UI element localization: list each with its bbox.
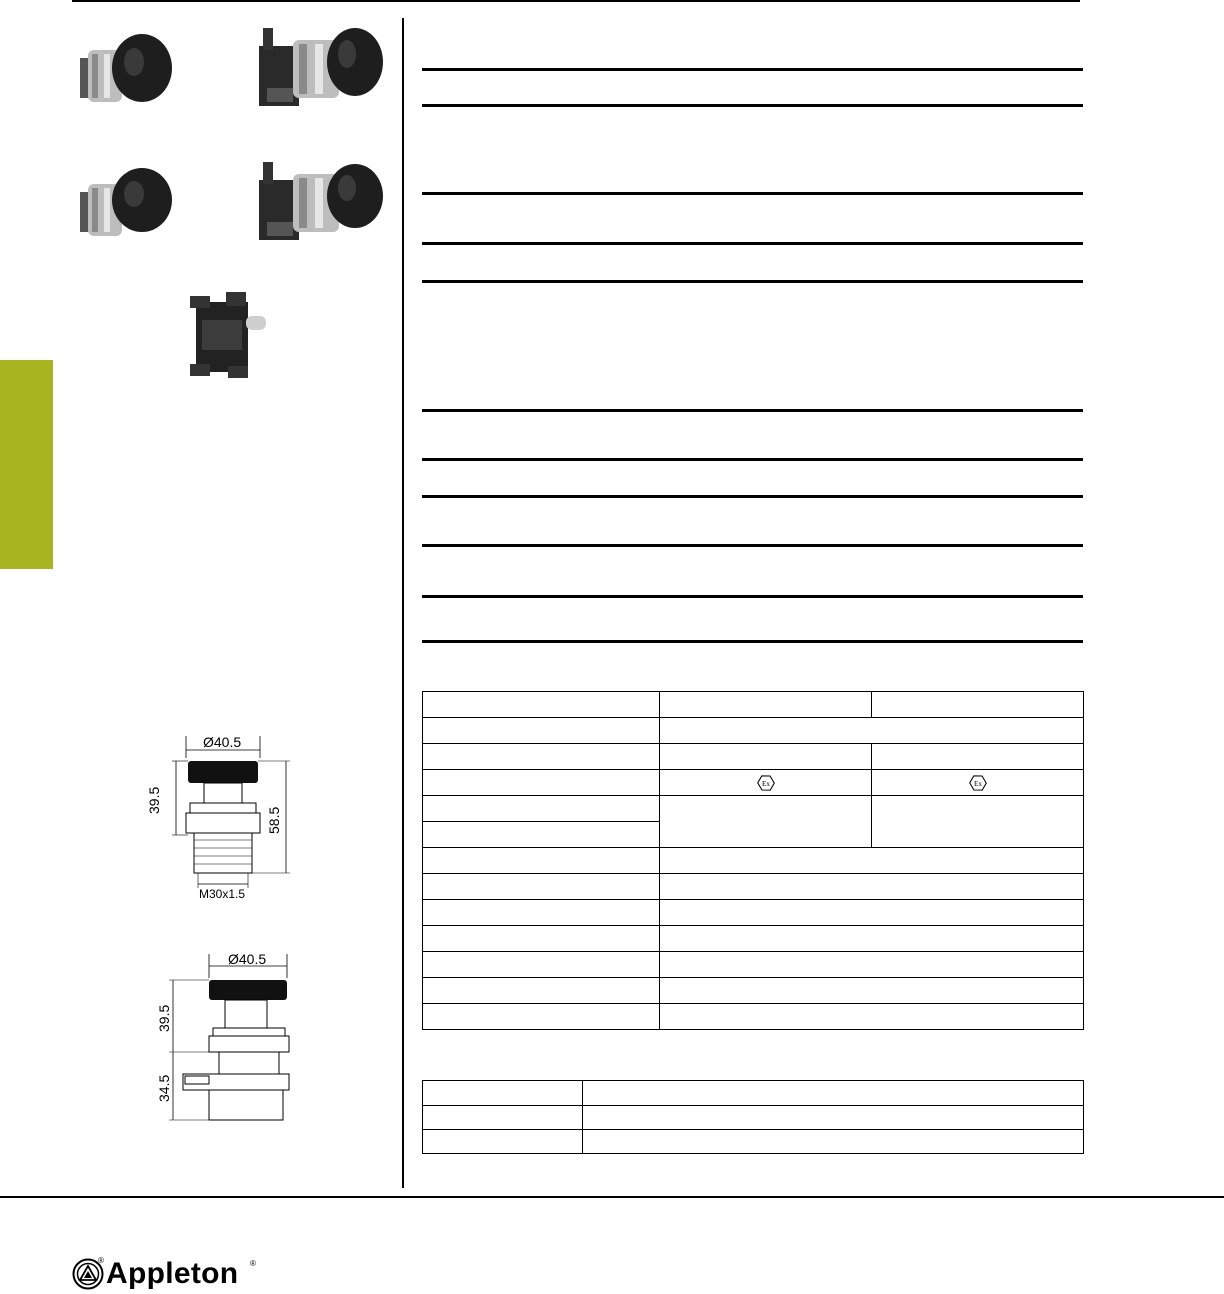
table-cell	[423, 796, 660, 822]
table-cell	[423, 978, 660, 1004]
ex-hexagon-icon	[757, 774, 775, 792]
table-cell	[660, 796, 872, 848]
dim2-block-height: 34.5	[156, 1074, 172, 1102]
table-cell	[872, 692, 1084, 718]
table-cell	[660, 848, 1084, 874]
section-rule	[422, 640, 1083, 643]
table-cell	[660, 770, 872, 796]
dim1-total-height: 58.5	[266, 806, 282, 834]
table-cell	[423, 874, 660, 900]
section-tab	[0, 360, 53, 569]
section-rule	[422, 409, 1083, 412]
svg-text:Ex: Ex	[761, 779, 770, 788]
table-cell	[872, 770, 1084, 796]
table-cell	[423, 848, 660, 874]
section-rule	[422, 242, 1083, 245]
table-cell	[660, 718, 1084, 744]
table-cell	[660, 926, 1084, 952]
section-rule	[422, 495, 1083, 498]
mushroom-button-with-block-image-2	[255, 152, 385, 244]
table-cell	[660, 952, 1084, 978]
mushroom-button-image-2	[78, 162, 178, 240]
footer-rule	[0, 1196, 1224, 1198]
table-cell	[660, 692, 872, 718]
dimension-drawing-2	[155, 950, 305, 1130]
section-rule	[422, 458, 1083, 461]
contact-block-image	[188, 290, 272, 382]
table-cell	[423, 952, 660, 978]
table-cell	[583, 1081, 1084, 1106]
dim2-diameter: Ø40.5	[228, 951, 267, 967]
mushroom-button-with-block-image-1	[255, 18, 385, 110]
dim1-thread: M30x1.5	[199, 887, 246, 901]
table-cell	[423, 692, 660, 718]
table-cell	[423, 1106, 583, 1130]
section-rule	[422, 280, 1083, 283]
section-rule	[422, 544, 1083, 547]
column-divider	[402, 18, 404, 1188]
section-rule	[422, 104, 1083, 107]
table-cell	[423, 1081, 583, 1106]
table-cell	[423, 1004, 660, 1030]
dim1-diameter: Ø40.5	[203, 734, 242, 750]
ordering-table	[422, 1080, 1084, 1154]
table-cell	[660, 978, 1084, 1004]
table-cell	[660, 744, 872, 770]
brand-logo: Appleton	[106, 1257, 239, 1290]
table-cell	[660, 1004, 1084, 1030]
section-rule	[422, 192, 1083, 195]
table-cell	[583, 1130, 1084, 1154]
table-cell	[583, 1106, 1084, 1130]
table-cell	[872, 744, 1084, 770]
specification-table	[422, 691, 1084, 1030]
table-cell	[660, 900, 1084, 926]
table-cell	[423, 822, 660, 848]
table-cell	[423, 770, 660, 796]
logo-registered-mark-left: ®	[98, 1256, 104, 1265]
dim1-cap-height: 39.5	[146, 786, 162, 814]
section-rule	[422, 68, 1083, 71]
table-cell	[423, 718, 660, 744]
table-cell	[423, 926, 660, 952]
section-rule	[422, 595, 1083, 598]
dim2-cap-height: 39.5	[156, 1004, 172, 1032]
table-cell	[423, 900, 660, 926]
table-cell	[872, 796, 1084, 848]
mushroom-button-image-1	[78, 28, 178, 106]
logo-registered-mark: ®	[250, 1259, 256, 1268]
table-cell	[423, 1130, 583, 1154]
top-rule	[72, 0, 1080, 2]
table-cell	[423, 744, 660, 770]
ex-hexagon-icon	[969, 774, 987, 792]
table-cell	[660, 874, 1084, 900]
svg-text:Ex: Ex	[973, 779, 982, 788]
